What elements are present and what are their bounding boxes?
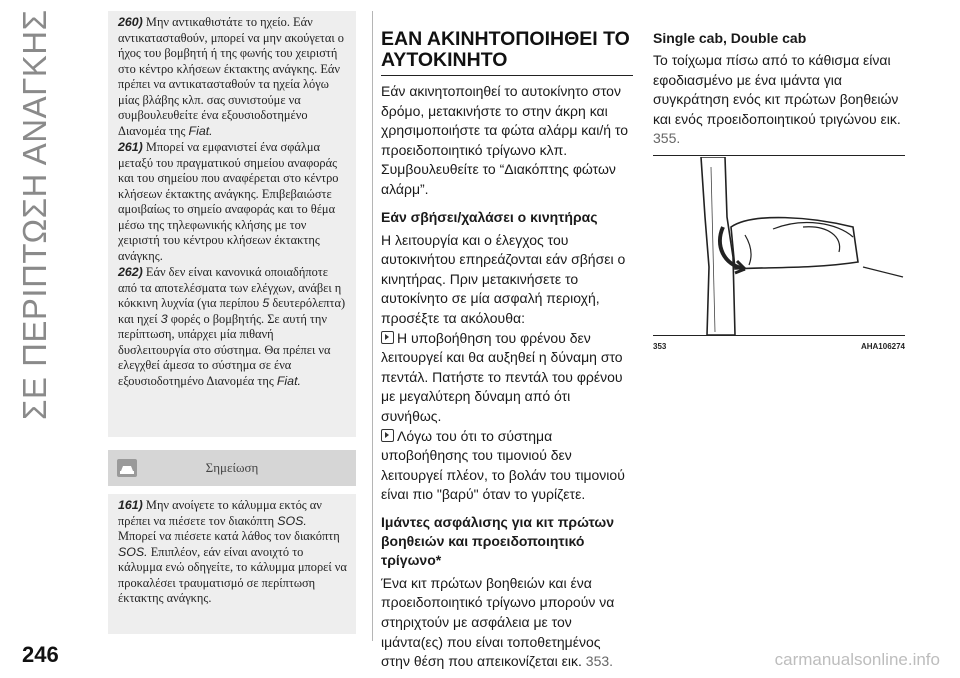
figure-reference-353[interactable]: 353. bbox=[585, 653, 614, 670]
note-261 bbox=[118, 140, 348, 264]
note-262-text-a: Εάν δεν είναι κανονικά οποιαδήποτε από τα αποτελέσματα των ελέγχων, ανάβει η κόκκινη λυχνία (για περίπου bbox=[118, 265, 342, 310]
heading-rule bbox=[381, 75, 633, 76]
bullet-arrow-icon bbox=[381, 429, 394, 442]
note-261-text: Μπορεί να εμφανιστεί ένα σφάλμα μεταξύ του πραγματικού σημείου αναφοράς και του σημείου που αναφέρεται στο κέντρο κλήσεων έκτακτης ανάγκης. Επιβεβαιώστε αμοιβαίως το σημείο αναφοράς και το θέμα μέσω της τηλεφωνικής κλήσης με τον χειριστή του κέντρου κλήσεων έκτακτης ανάγκης. bbox=[118, 140, 339, 263]
note-260-number: 260) bbox=[118, 15, 143, 29]
straps-text: Ένα κιτ πρώτων βοηθειών και ένα προειδοποιητικό τρίγωνο μπορούν να στηριχτούν με ασφάλεια με τον ιμάντα(ες) που είναι τοποθετημένος στην θέση που απεικονίζεται εικ. bbox=[381, 574, 615, 670]
bullet-arrow-icon bbox=[381, 331, 394, 344]
note-header-label: Σημείωση bbox=[205, 460, 259, 475]
bullet-steering bbox=[381, 427, 633, 505]
watermark: carmanualsonline.info bbox=[774, 650, 940, 669]
warnings-box bbox=[108, 11, 356, 437]
cab-heading: Single cab, Double cab bbox=[653, 30, 807, 46]
note-161-sos-2: SOS. bbox=[118, 544, 148, 559]
note-161-sos-1: SOS. bbox=[277, 513, 307, 528]
bullet-brakes-text: Η υποβοήθηση του φρένου δεν λειτουργεί και θα αυξηθεί η δύναμη στο πεντάλ. Πατήστε το πεντάλ του φρένου με μεγαλύτερη δύναμη από ότι συνήθως. bbox=[381, 329, 623, 424]
bullet-steering-text: Λόγω του ότι το σύστημα υποβοήθησης του τιμονιού δεν λειτουργεί πλέον, το βολάν του τιμονιού είναι πιο "βαρύ" όταν το γυρίζετε. bbox=[381, 427, 625, 503]
note-262-number: 262) bbox=[118, 265, 143, 279]
cab-text: Το τοίχωμα πίσω από το κάθισμα είναι εφοδιασμένο με ένα ιμάντα για συγκράτηση ενός κιτ πρώτων βοηθειών και ενός προειδοποιητικού τριγώνου εικ. bbox=[653, 52, 901, 127]
right-column bbox=[653, 29, 903, 149]
warnings-column bbox=[108, 11, 356, 437]
engine-stop-paragraph: Η λειτουργία και ο έλεγχος του αυτοκινήτου επηρεάζονται εάν σβήσει ο κινητήρας. Πριν μετακινήσετε το αυτοκίνητο σε μία ασφαλή περιοχή, προσέξτε τα ακόλουθα: bbox=[381, 231, 626, 326]
intro-paragraph: Εάν ακινητοποιηθεί το αυτοκίνητο στον δρόμο, μετακινήστε το στην άκρη και χρησιμοποιήστε τα φώτα αλάρμ και/ή το προειδοποιητικό τρίγωνο κλπ. Συμβουλευθείτε το “Διακόπτης φώτων αλάρμ”. bbox=[381, 83, 629, 197]
note-262-seconds: 5 bbox=[262, 296, 270, 310]
figure-top-rule bbox=[653, 155, 905, 156]
note-header bbox=[108, 450, 356, 486]
section-heading: ΕΑΝ ΑΚΙΝΗΤΟΠΟΙΗΘΕΙ ΤΟ ΑΥΤΟΚΙΝΗΤΟ bbox=[381, 28, 630, 71]
note-262-text-b: δευτερόλεπτα) και ηχεί bbox=[118, 296, 346, 326]
note-161-text-c: Επιπλέον, εάν είναι ανοιχτό το κάλυμμα ενώ οδηγείτε, το κάλυμμα μπορεί να προκαλέσει τραυματισμό σε περίπτωση έκτακτης ανάγκης. bbox=[118, 544, 347, 605]
note-262 bbox=[118, 265, 348, 389]
chapter-title-text: ΣΕ ΠΕΡΙΠΤΩΣΗ ΑΝΑΓΚΗΣ bbox=[16, 9, 53, 420]
note-260-text: Μην αντικαθιστάτε το ηχείο. Εάν αντικατασταθούν, μπορεί να μην ακούγεται ο ήχος του βομβητή ή της φωνής του χειριστή στο κέντρο κλήσεων έκτακτης ανάγκης. Εάν πρέπει να αντικατασταθούν τα ηχεία λόγω μίας βλάβης κλπ. σας συνιστούμε να συμβουλευθείτε ένα εξουσιοδοτημένο Διανομέα της bbox=[118, 15, 345, 138]
figure-353 bbox=[653, 155, 905, 351]
note-260 bbox=[118, 15, 348, 139]
note-161-number: 161) bbox=[118, 498, 143, 512]
note-262-brand: Fiat. bbox=[276, 373, 301, 388]
note-161-text-a: Μην ανοίγετε το κάλυμμα εκτός αν πρέπει να πιέσετε τον διακόπτη bbox=[118, 498, 322, 528]
main-column bbox=[381, 29, 633, 672]
engine-stop-heading: Εάν σβήσει/χαλάσει ο κινητήρας bbox=[381, 208, 598, 225]
note-161 bbox=[118, 498, 348, 607]
cab-paragraph bbox=[653, 51, 903, 149]
note-260-brand: Fiat. bbox=[188, 123, 213, 138]
column-divider bbox=[372, 11, 373, 641]
figure-code: AHA106274 bbox=[860, 342, 905, 351]
bullet-brakes bbox=[381, 329, 633, 427]
figure-reference-355[interactable]: 355. bbox=[653, 130, 681, 147]
notes-box bbox=[108, 494, 356, 634]
note-261-number: 261) bbox=[118, 140, 143, 154]
figure-number: 353 bbox=[653, 342, 667, 351]
note-262-text-c: φορές ο βομβητής. Σε αυτή την περίπτωση, υπάρχει μία πιθανή δυσλειτουργία στο σύστημα. Θα πρέπει να ελεγχθεί άμεσα το σύστημα σε ένα εξουσιοδοτημένο Διανομέα της bbox=[118, 311, 331, 388]
page-number: 246 bbox=[22, 642, 59, 667]
strap-illustration bbox=[653, 157, 905, 335]
chapter-title bbox=[2, 8, 80, 428]
straps-heading: Ιμάντες ασφάλισης για κιτ πρώτων βοηθειών και προειδοποιητικό τρίγωνο* bbox=[381, 513, 614, 568]
note-161-text-b: Μπορεί να πιέσετε κατά λάθος τον διακόπτη bbox=[118, 529, 340, 543]
straps-paragraph bbox=[381, 574, 633, 672]
figure-bottom-rule bbox=[653, 335, 905, 336]
note-262-times: 3 bbox=[160, 311, 168, 326]
